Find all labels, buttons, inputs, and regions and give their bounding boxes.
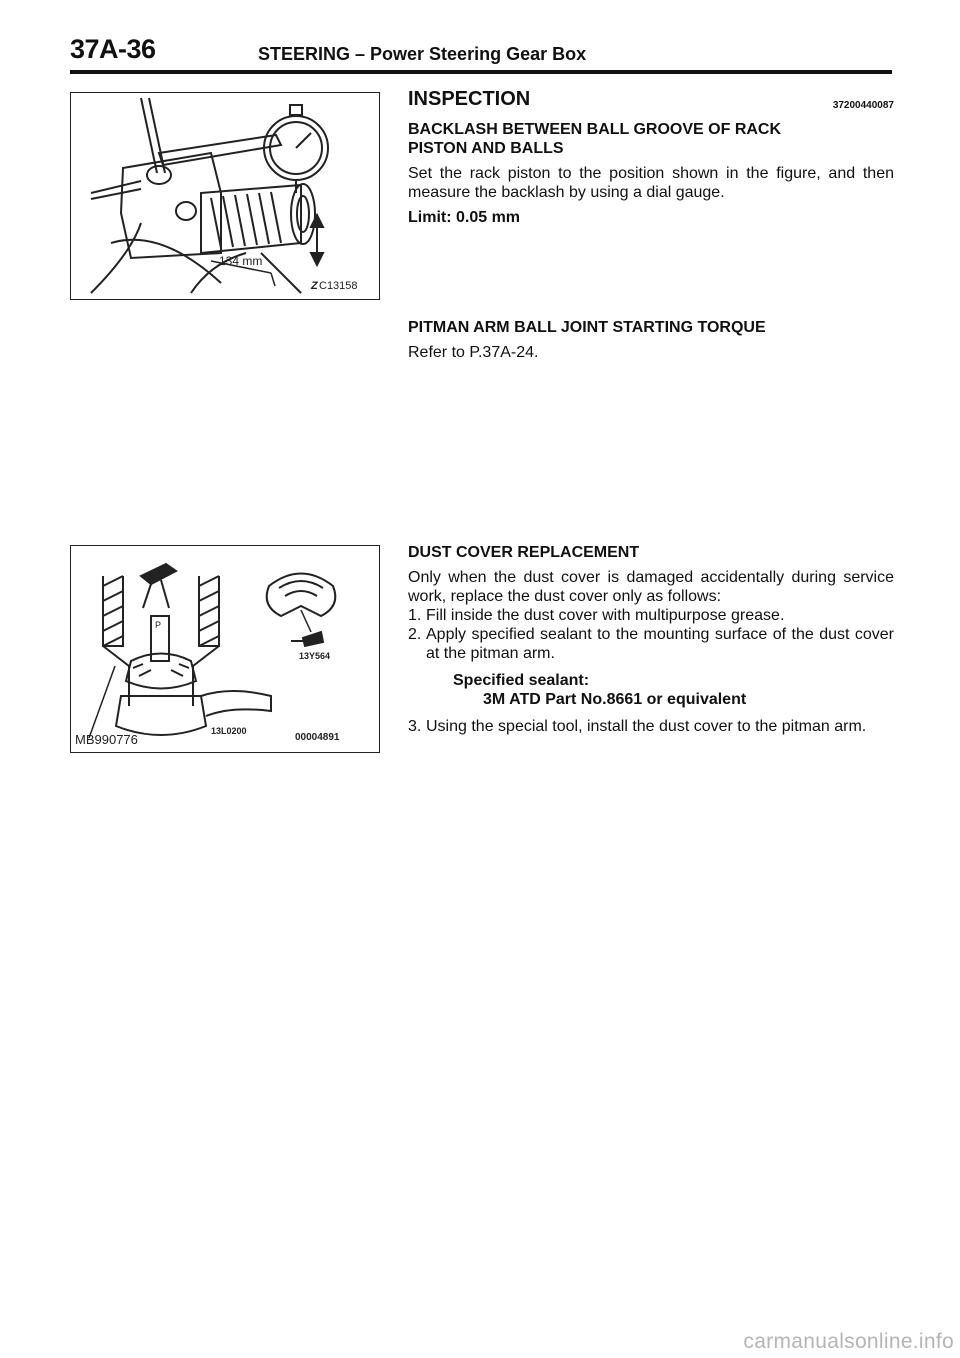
step-1	[408, 606, 894, 625]
page-number: 37A-36	[70, 34, 156, 64]
page-header	[0, 0, 960, 80]
pitman-torque-text: Refer to P.37A-24.	[408, 344, 539, 361]
sealant-value: 3M ATD Part No.8661 or equivalent	[483, 691, 747, 708]
dust-cover-section	[408, 543, 894, 736]
step-3	[408, 717, 894, 736]
dust-cover-figure	[70, 545, 380, 753]
backlash-measurement-figure	[70, 92, 380, 300]
backlash-heading-line2: PISTON AND BALLS	[408, 140, 564, 157]
inset-label: 13Y564	[299, 651, 331, 661]
figure-code-prefix: Z	[311, 280, 318, 292]
step-2	[408, 625, 894, 663]
page-title: STEERING – Power Steering Gear Box	[258, 44, 587, 64]
step-text: Apply specified sealant to the mounting surface of the dust cover at the pitman arm.	[426, 626, 894, 662]
step-text: Fill inside the dust cover with multipurpose grease.	[426, 607, 785, 624]
inspection-section	[408, 90, 894, 227]
pitman-torque-section	[408, 318, 894, 362]
backlash-heading-line1: BACKLASH BETWEEN BALL GROOVE OF RACK	[408, 121, 782, 138]
dust-cover-intro: Only when the dust cover is damaged accidentally during service work, replace the dust cover only as follows:	[408, 569, 894, 605]
dust-cover-illustration	[71, 546, 379, 752]
step-number: 1.	[408, 607, 422, 624]
footer-watermark: carmanualsonline.info	[743, 1330, 954, 1353]
dial-gauge-illustration	[71, 93, 379, 299]
step-text: Using the special tool, install the dust cover to the pitman arm.	[426, 718, 867, 735]
step-number: 3.	[408, 718, 422, 735]
dust-cover-heading: DUST COVER REPLACEMENT	[408, 544, 640, 561]
pitman-torque-heading: PITMAN ARM BALL JOINT STARTING TORQUE	[408, 319, 766, 336]
dimension-label: 134 mm	[219, 254, 263, 268]
figure-code-left: 13L0200	[211, 726, 247, 736]
step-number: 2.	[408, 626, 422, 643]
backlash-limit: Limit: 0.05 mm	[408, 209, 521, 226]
section-code: 37200440087	[832, 100, 894, 111]
figure-code: C13158	[319, 280, 358, 292]
svg-text:P: P	[155, 620, 162, 630]
backlash-text: Set the rack piston to the position shown in the figure, and then measure the backlash by using a dial gauge.	[408, 165, 894, 201]
inspection-heading: INSPECTION	[408, 88, 531, 110]
header-rule	[70, 70, 892, 74]
tool-label: MB990776	[75, 732, 138, 747]
sealant-label: Specified sealant:	[453, 672, 590, 689]
figure-code-right: 00004891	[295, 732, 340, 743]
